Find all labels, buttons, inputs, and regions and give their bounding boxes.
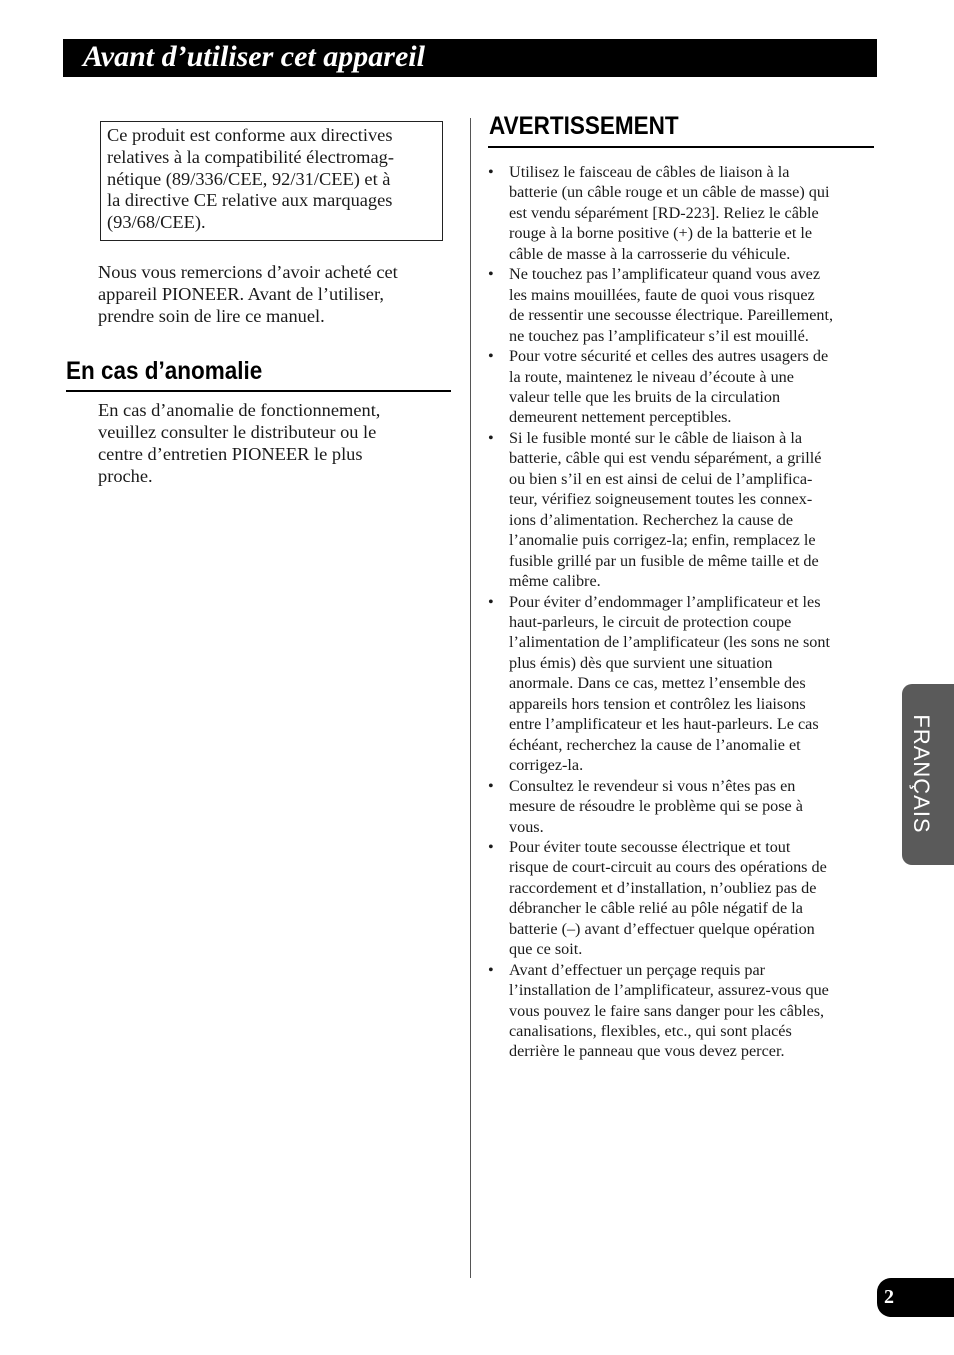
list-item-line: canalisations, flexibles, etc., qui sont placés — [509, 1022, 792, 1041]
notice-line: (93/68/CEE). — [107, 212, 206, 233]
intro-line: appareil PIONEER. Avant de l’utiliser, — [98, 284, 384, 304]
list-item-line: plus émis) dès que survient une situation — [509, 653, 773, 672]
bullet-icon: • — [488, 347, 494, 366]
list-item — [487, 428, 877, 592]
bullet-icon: • — [488, 837, 494, 856]
list-item-line: raccordement et d’installation, n’oubliez pas de — [509, 878, 817, 897]
list-item — [487, 264, 877, 346]
list-item-line: batterie (un câble rouge et un câble de masse) qui — [509, 183, 830, 202]
list-item-line: anormale. Dans ce cas, mettez l’ensemble des — [509, 674, 806, 693]
list-item — [487, 960, 877, 1062]
bullet-icon: • — [488, 428, 494, 447]
list-item-line: entre l’amplificateur et les haut-parleurs. Le cas — [509, 715, 819, 734]
list-item-line: de ressentir une secousse électrique. Pareillement, — [509, 306, 834, 325]
list-item-line: ou bien s’il en est ainsi de celui de l’amplifica- — [509, 469, 813, 488]
list-item — [487, 162, 877, 264]
bullet-icon: • — [488, 960, 494, 979]
anomaly-paragraph — [98, 399, 448, 487]
notice-line: relatives à la compatibilité électromag- — [107, 146, 394, 167]
list-item — [487, 776, 877, 837]
warning-heading-rule — [488, 146, 874, 148]
page-number-tab — [877, 1278, 954, 1317]
language-tab — [902, 684, 954, 865]
bullet-icon: • — [488, 265, 494, 284]
anomaly-line: En cas d’anomalie de fonctionnement, — [98, 400, 381, 420]
list-item-line: les mains mouillées, faute de quoi vous risquez — [509, 285, 815, 304]
title-bar — [63, 39, 877, 77]
page-title: Avant d’utiliser cet appareil — [83, 40, 425, 73]
bullet-icon: • — [488, 776, 494, 795]
language-label: FRANÇAIS — [909, 714, 934, 834]
anomaly-line: veuillez consulter le distributeur ou le — [98, 422, 377, 442]
intro-paragraph — [98, 261, 448, 327]
ce-compliance-notice — [100, 121, 443, 241]
list-item-line: échéant, recherchez la cause de l’anomalie et — [509, 735, 801, 754]
list-item-line: Consultez le revendeur si vous n’êtes pas en — [509, 776, 796, 795]
list-item-line: mesure de résoudre le problème qui se pose à — [509, 797, 803, 816]
anomaly-heading: En cas d’anomalie — [66, 357, 263, 385]
list-item-line: l’alimentation de l’amplificateur (les sons ne sont — [509, 633, 830, 652]
list-item-line: rouge à la borne positive (+) de la batterie et le — [509, 224, 813, 243]
list-item-line: débrancher le câble relié au pôle négatif de la — [509, 899, 803, 918]
warning-list — [487, 162, 877, 1062]
list-item-line: vous pouvez le faire sans danger pour les câbles, — [509, 1001, 825, 1020]
intro-line: Nous vous remercions d’avoir acheté cet — [98, 262, 398, 282]
list-item-line: haut-parleurs, le circuit de protection coupe — [509, 612, 792, 631]
list-item-line: l’anomalie puis corrigez-la; enfin, remplacez le — [509, 531, 816, 550]
list-item — [487, 837, 877, 960]
list-item-line: Pour votre sécurité et celles des autres usagers de — [509, 347, 829, 366]
list-item — [487, 346, 877, 428]
notice-line: nétique (89/336/CEE, 92/31/CEE) et à — [107, 168, 391, 189]
anomaly-line: centre d’entretien PIONEER le plus — [98, 444, 363, 464]
list-item-line: la route, maintenez le niveau d’écoute à une — [509, 367, 794, 386]
list-item-line: fusible grillé par un fusible de même taille et de — [509, 551, 819, 570]
list-item-line: Si le fusible monté sur le câble de liaison à la — [509, 428, 803, 447]
anomaly-heading-rule — [66, 390, 451, 392]
page-number: 2 — [884, 1286, 894, 1308]
list-item-line: Utilisez le faisceau de câbles de liaison à la — [509, 163, 790, 181]
bullet-icon: • — [488, 592, 494, 611]
list-item-line: l’installation de l’amplificateur, assurez-vous que — [509, 981, 829, 1000]
warning-heading: AVERTISSEMENT — [489, 112, 679, 140]
list-item-line: ions d’alimentation. Recherchez la cause de — [509, 510, 794, 529]
notice-line: la directive CE relative aux marquages — [107, 190, 393, 211]
list-item-line: câble de masse à la carrosserie du véhicule. — [509, 244, 791, 263]
list-item-line: vous. — [509, 817, 544, 836]
list-item-line: teur, vérifiez soigneusement toutes les connex- — [509, 490, 813, 509]
anomaly-line: proche. — [98, 466, 153, 486]
list-item-line: batterie, câble qui est vendu séparément, a grillé — [509, 449, 822, 468]
list-item-line: demeurent nettement perceptibles. — [509, 408, 732, 427]
list-item-line: est vendu séparément [RD-223]. Reliez le câble — [509, 203, 819, 222]
list-item-line: même calibre. — [509, 572, 601, 591]
list-item-line: risque de court-circuit au cours des opérations de — [509, 858, 827, 877]
list-item — [487, 592, 877, 776]
list-item-line: batterie (–) avant d’effectuer quelque opération — [509, 919, 815, 938]
list-item-line: corrigez-la. — [509, 756, 584, 775]
list-item-line: que ce soit. — [509, 940, 583, 959]
intro-line: prendre soin de lire ce manuel. — [98, 306, 325, 326]
bullet-icon: • — [488, 163, 494, 181]
list-item-line: derrière le panneau que vous devez percer. — [509, 1042, 785, 1061]
column-divider — [470, 118, 471, 1278]
list-item-line: Pour éviter toute secousse électrique et tout — [509, 837, 791, 856]
list-item-line: Pour éviter d’endommager l’amplificateur et les — [509, 592, 821, 611]
list-item-line: ne touchez pas l’amplificateur s’il est mouillé. — [509, 326, 809, 345]
list-item-line: valeur telle que les bruits de la circulation — [509, 387, 781, 406]
notice-line: Ce produit est conforme aux directives — [107, 125, 393, 145]
list-item-line: Avant d’effectuer un perçage requis par — [509, 960, 766, 979]
list-item-line: Ne touchez pas l’amplificateur quand vous avez — [509, 265, 821, 284]
list-item-line: appareils hors tension et contrôlez les liaisons — [509, 694, 806, 713]
